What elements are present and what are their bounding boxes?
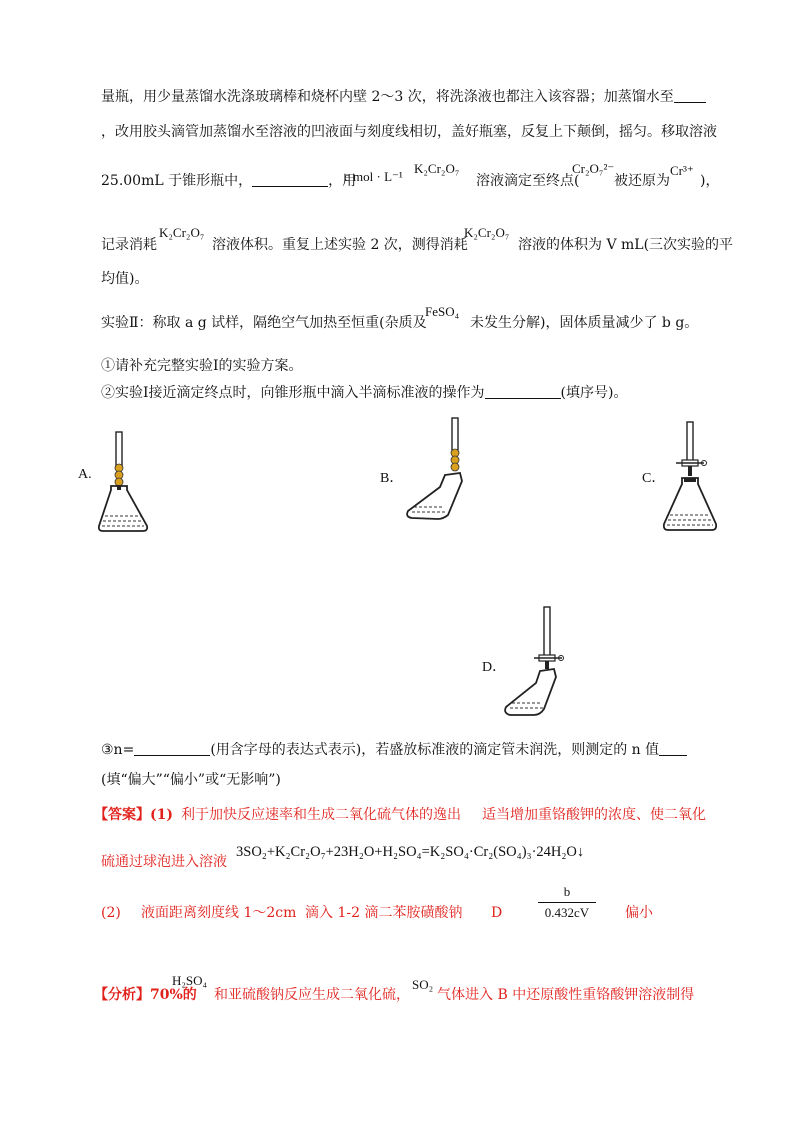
answer-2-part-a: 液面距离刻度线 1～2cm bbox=[141, 905, 297, 921]
text-fragment: 溶液体积。重复上述实验 2 次，测得消耗 bbox=[212, 237, 468, 253]
analysis-text-1: 和亚硫酸钠反应生成二氧化硫， bbox=[214, 987, 410, 1003]
fill-blank bbox=[252, 172, 328, 187]
option-d-label: D． bbox=[482, 660, 507, 675]
formula-so2: SO₂ bbox=[412, 977, 434, 992]
text-fragment: 溶液滴定至终点( bbox=[476, 173, 580, 189]
answer-2-part-b: 滴入 1-2 滴二苯胺磺酸钠 bbox=[305, 905, 463, 921]
answer-part-2: 适当增加重铬酸钾的浓度、使二氧化 bbox=[482, 807, 706, 823]
question-1: ①请补充完整实验Ⅰ的实验方案。 bbox=[101, 358, 303, 374]
fill-blank bbox=[485, 384, 561, 399]
text-fragment: 实验Ⅱ：称取 a g 试样，隔绝空气加热至恒重(杂质及 bbox=[101, 315, 427, 331]
formula-feso4: FeSO₄ bbox=[425, 304, 460, 319]
answer-tag: 【答案】(1) bbox=[94, 807, 173, 823]
paragraph-line-3: 25.00mL 于锥形瓶中， ，用 bbox=[101, 173, 357, 189]
fraction-numerator: b bbox=[563, 884, 571, 899]
text-fragment: 记录消耗 bbox=[101, 237, 157, 253]
fill-blank bbox=[134, 741, 210, 756]
paragraph-line-1: 量瓶，用少量蒸馏水洗涤玻璃棒和烧杯内壁 2～3 次，将洗涤液也都注入该容器；加蒸馏水至 bbox=[101, 88, 706, 106]
flask-b-figure bbox=[400, 415, 475, 525]
option-b-label: B． bbox=[380, 471, 404, 486]
formula-k2cr2o7: K₂Cr₂O₇ bbox=[464, 225, 510, 240]
answer-2-tag: (2) bbox=[101, 905, 121, 921]
answer-2-part-c: D bbox=[491, 905, 503, 921]
flask-c-figure bbox=[660, 420, 720, 535]
formula-h2so4: H₂SO₄ bbox=[172, 973, 208, 988]
fraction-denominator: 0.432cV bbox=[544, 905, 590, 920]
answer-part-3: 硫通过球泡进入溶液 bbox=[101, 854, 227, 870]
text-fragment: 被还原为 bbox=[614, 173, 670, 189]
answer-fraction bbox=[538, 884, 596, 921]
text-fragment: 未发生分解)，固体质量减少了 b g。 bbox=[470, 315, 699, 331]
question-3: ③n= (用含字母的表达式表示)，若盛放标准液的滴定管未润洗，则测定的 n 值 bbox=[101, 741, 687, 759]
fill-blank bbox=[659, 741, 687, 756]
flask-d-figure bbox=[500, 605, 575, 720]
option-c-label: C． bbox=[642, 471, 666, 486]
analysis-text-2: 气体进入 B 中还原酸性重铬酸钾溶液制得 bbox=[437, 987, 695, 1003]
flask-a-figure bbox=[95, 430, 155, 535]
formula-k2cr2o7: K₂Cr₂O₇ bbox=[159, 225, 205, 240]
formula-cr2o7-ion: Cr₂O₇²⁻ bbox=[572, 161, 615, 176]
formula-k2cr2o7: K₂Cr₂O₇ bbox=[414, 161, 460, 176]
text-fragment: 溶液的体积为 V mL(三次实验的平 bbox=[518, 237, 734, 253]
option-a-label: A. bbox=[78, 467, 92, 482]
text-fragment: )， bbox=[700, 173, 720, 189]
answer-equation: 3SO₂+K₂Cr₂O₇+23H₂O+H₂SO₄=K₂SO₄·Cr₂(SO₄)₃·24H₂O↓ bbox=[236, 844, 585, 860]
answer-2-part-d: 偏小 bbox=[625, 905, 653, 921]
formula-cr3-ion: Cr³⁺ bbox=[670, 163, 694, 178]
paragraph-line-2: ，改用胶头滴管加蒸馏水至溶液的凹液面与刻度线相切，盖好瓶塞，反复上下颠倒，摇匀。移取溶液 bbox=[101, 124, 717, 140]
analysis-tag: 【分析】70%的 bbox=[94, 987, 197, 1003]
question-2: ②实验Ⅰ接近滴定终点时，向锥形瓶中滴入半滴标准液的操作为 (填序号)。 bbox=[101, 385, 628, 401]
paragraph-line-5: 均值)。 bbox=[101, 271, 149, 287]
fill-blank bbox=[674, 88, 706, 103]
formula-concentration: c mol · L⁻¹ bbox=[344, 169, 403, 184]
answer-part-1: 利于加快反应速率和生成二氧化硫气体的逸出 bbox=[181, 807, 461, 823]
fraction-bar bbox=[538, 902, 596, 903]
question-3-note: (填“偏大”“偏小”或“无影响”) bbox=[101, 772, 281, 788]
